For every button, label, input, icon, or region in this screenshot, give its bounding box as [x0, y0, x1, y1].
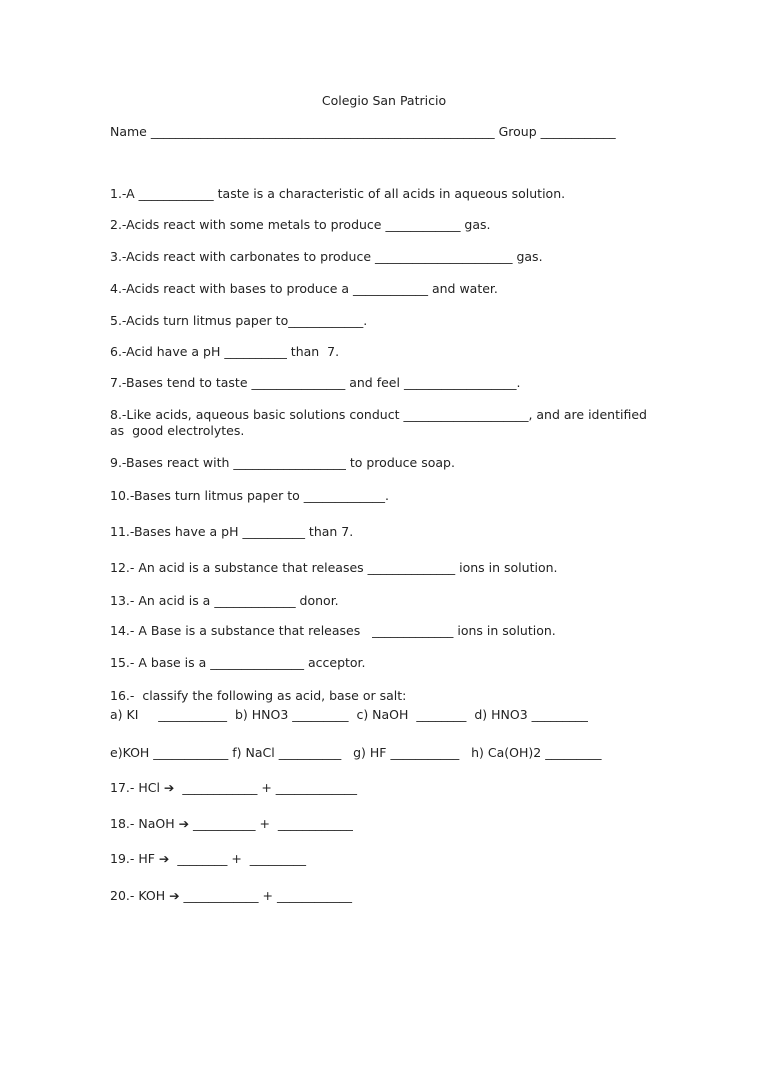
question-17: 17.- HCl ➔ ____________ + _____________ [110, 780, 358, 795]
question-11: 11.-Bases have a pH __________ than 7. [110, 524, 354, 539]
question-10: 10.-Bases turn litmus paper to _____________. [110, 488, 390, 503]
school-title: Colegio San Patricio [321, 93, 447, 108]
question-20: 20.- KOH ➔ ____________ + ____________ [110, 888, 352, 903]
question-2: 2.-Acids react with some metals to produce ____________ gas. [110, 217, 491, 232]
question-6: 6.-Acid have a pH __________ than 7. [110, 344, 340, 359]
question-5: 5.-Acids turn litmus paper to____________. [110, 313, 368, 328]
question-19: 19.- HF ➔ ________ + _________ [110, 851, 306, 866]
question-8-cont: as good electrolytes. [110, 423, 245, 438]
question-18: 18.- NaOH ➔ __________ + ____________ [110, 816, 353, 831]
question-8: 8.-Like acids, aqueous basic solutions conduct ____________________, and are identified [110, 407, 647, 422]
question-12: 12.- An acid is a substance that releases ______________ ions in solution. [110, 560, 558, 575]
question-14: 14.- A Base is a substance that releases _____________ ions in solution. [110, 623, 556, 638]
question-15: 15.- A base is a _______________ acceptor. [110, 655, 366, 670]
question-13: 13.- An acid is a _____________ donor. [110, 593, 339, 608]
question-7: 7.-Bases tend to taste _______________ and feel __________________. [110, 375, 521, 390]
name-group-line: Name _______________________________________________________ Group ____________ [110, 124, 616, 139]
question-16: 16.- classify the following as acid, base or salt: [110, 688, 407, 703]
question-1: 1.-A ____________ taste is a characteristic of all acids in aqueous solution. [110, 186, 566, 201]
question-4: 4.-Acids react with bases to produce a ____________ and water. [110, 281, 498, 296]
question-16-row-e: e)KOH ____________ f) NaCl __________ g) HF ___________ h) Ca(OH)2 _________ [110, 745, 602, 760]
question-16-row-a: a) KI ___________ b) HNO3 _________ c) NaOH ________ d) HNO3 _________ [110, 707, 588, 722]
question-3: 3.-Acids react with carbonates to produce ______________________ gas. [110, 249, 543, 264]
question-9: 9.-Bases react with __________________ to produce soap. [110, 455, 455, 470]
